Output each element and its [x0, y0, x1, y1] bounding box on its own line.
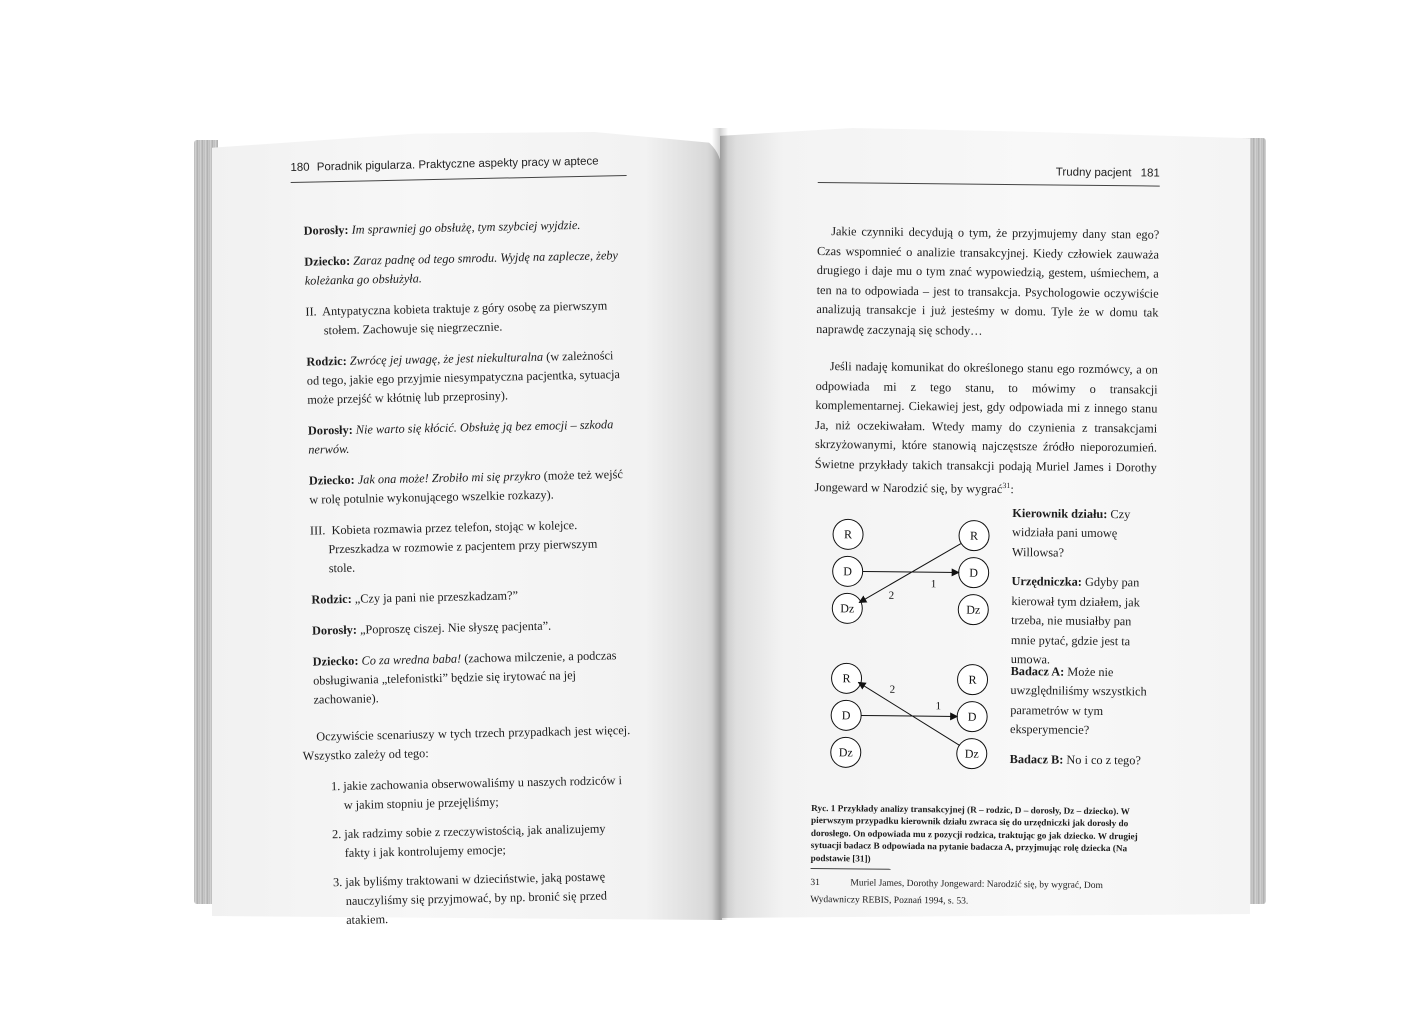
arrow-label: 1: [930, 577, 937, 590]
transaction-arrow: [858, 682, 961, 745]
speech: Im sprawniej go obsłużę, tym szybciej wyjdzie.: [351, 217, 581, 237]
speaker-label: Badacz B:: [1009, 751, 1064, 767]
transaction-diagram-2: [822, 656, 993, 778]
state-label: D: [843, 563, 853, 578]
running-title: Trudny pacjent: [1055, 166, 1132, 180]
speaker-label: Rodzic:: [306, 353, 347, 369]
speaker-label: Kierownik działu:: [1012, 505, 1108, 521]
scenario-number: III.: [309, 523, 326, 538]
list-item: 2. jak radzimy sobie z rzeczywistością, jak analizujemy fakty i jak kontrolujemy emocje;: [344, 819, 633, 863]
page-number: 180: [290, 161, 310, 174]
footnote-number: 31: [810, 878, 820, 889]
transaction-arrow: [859, 542, 961, 603]
state-label: Dz: [838, 744, 853, 759]
speech: Może nie uwzględniliśmy wszystkich parametrów w tym eksperymencie?: [1009, 664, 1147, 737]
spine-shadow: [712, 128, 728, 920]
state-label: Dz: [964, 746, 979, 761]
factor-list: [315, 771, 634, 931]
paragraph: [304, 246, 621, 291]
speaker-label: Dziecko:: [304, 253, 351, 269]
state-label: Dz: [840, 600, 855, 615]
speech: „Poproszę ciszej. Nie słyszę pacjenta”.: [359, 618, 552, 637]
speech: Zwrócę jej uwagę, że jest niekulturalna: [349, 349, 544, 368]
state-label: D: [841, 707, 851, 722]
state-label: Dz: [966, 602, 981, 617]
list-item: 3. jak byliśmy traktowani w dzieciństwie, jaką postawę nauczyliśmy się przyjmować, by np. bronić się przed atakiem.: [345, 867, 634, 930]
left-body-text: [304, 215, 635, 940]
conclusion-paragraph: Oczywiście scenariuszy w tych trzech przypadkach jest więcej. Wszystko zależy od tego:: [302, 723, 631, 763]
paragraph: [1010, 750, 1154, 771]
paragraph-text: Jeśli nadaję komunikat do określonego stanu ego rozmówcy, a on odpowiada mi z tego stanu, to mówimy o transakcji komplementarnej. Ciekawiej jest, gdy odpowiada mi z innego stanu Ja, niż oczekiwałam. Wtedy mamy do czynienia z transakcjami skrzyżowanymi, które stanowią najczęstsze źródło nieporozumień. Świetne przykłady takich transakcji podają Muriel James i Dorothy Jongeward w Narodzić się, by wygrać: [814, 359, 1158, 497]
state-label: R: [969, 528, 979, 543]
state-label: R: [842, 670, 851, 685]
speaker-label: Dziecko:: [312, 653, 359, 669]
speech: „Czy ja pani nie przeszkadzam?”: [354, 588, 519, 606]
dialogue-1: [1011, 504, 1157, 681]
paragraph: [1010, 662, 1155, 742]
state-label: R: [843, 526, 853, 541]
speaker-label: Dziecko:: [308, 472, 355, 488]
paragraph: Jakie czynniki decydują o tym, że przyjmujemy dany stan ego? Czas wspomnieć o analizie transakcyjnej. Kiedy człowiek zauważa drugiego i daje mu o tym znać wypowiedzią, gestem, uśmiechem, a ten na to odpowiada – jest to transakcja. Psychologowie oczywiście analizują transakcje i już jesteśmy w domu. Tyle że w domu tak naprawdę zaczynają się schody…: [816, 224, 1160, 338]
speaker-label: Urzędniczka:: [1011, 574, 1083, 589]
scenario-heading: [305, 296, 622, 341]
paragraph: [1012, 504, 1157, 564]
speaker-label: Rodzic:: [311, 591, 352, 607]
figure: [811, 502, 1156, 796]
paragraph: [306, 346, 623, 410]
speech: Nie warto się kłócić. Obsłużę ją bez emocji – szkoda nerwów.: [308, 417, 614, 457]
comment: (zachowa milczenie, a podczas obsługiwania „telefonistki” będzie się irytować na jej zachowanie).: [312, 648, 617, 707]
speech: Co za wredna baba!: [361, 651, 462, 668]
footnote-text: Muriel James, Dorothy Jongeward: Narodzić się, by wygrać, Dom Wydawniczy REBIS, Poznań 1994, s. 53.: [810, 878, 1103, 907]
paragraph: [313, 646, 630, 710]
running-header-right: [1056, 166, 1160, 179]
comment: (może też wejść w rolę potulnie wykonującego wszelkie rozkazy).: [309, 467, 623, 507]
speaker-label: Dorosły:: [307, 422, 353, 438]
footnote-rule: [811, 868, 891, 870]
transaction-diagram-1: [823, 512, 994, 634]
footnote-ref: 31: [1002, 480, 1011, 491]
footnote: [810, 875, 1140, 912]
paragraph: [308, 415, 625, 460]
speech: Zaraz padnę od tego smrodu. Wyjdę na zaplecze, żeby koleżanka go obsłużyła.: [304, 248, 619, 288]
speech: Jak ona może! Zrobiło mi się przykro: [357, 468, 541, 487]
running-title: Poradnik pigularza. Praktyczne aspekty pracy w aptece: [316, 155, 599, 174]
paragraph: [311, 584, 627, 610]
scenario-heading: [310, 515, 627, 579]
comment: (w zależności od tego, jakie ego przyjmie niesympatyczna pacjentka, sytuacja może przejść w kłótnię lub przeprosiny).: [306, 348, 621, 407]
speech: No i co z tego?: [1066, 752, 1141, 768]
page-number: 181: [1140, 167, 1160, 180]
speech: Gdyby pan kierował tym działem, jak trzeba, nie musiałby pan mnie pytać, gdzie jest ta umowa.: [1010, 574, 1140, 667]
paragraph: [312, 615, 628, 641]
dialogue-2: [1010, 662, 1155, 781]
speaker-label: Badacz A:: [1010, 663, 1065, 679]
scenario-number: II.: [305, 304, 317, 319]
arrow-label: 2: [888, 589, 895, 602]
paragraph: [309, 465, 626, 510]
speaker-label: Dorosły:: [311, 622, 358, 638]
list-item: 1. jakie zachowania obserwowaliśmy u naszych rodziców i w jakim stopniu je przejęliśmy;: [343, 771, 632, 815]
state-label: D: [967, 709, 977, 724]
speech: Czy widziała pani umowę Willowsa?: [1011, 506, 1131, 560]
arrow-label: 2: [889, 683, 896, 696]
transaction-arrow: [861, 715, 957, 716]
scenario-text: Antypatyczna kobieta traktuje z góry osobę za pierwszym stołem. Zachowuje się niegrzecznie.: [321, 298, 608, 338]
paragraph: [1011, 572, 1156, 671]
figure-caption: Ryc. 1 Przykłady analizy transakcyjnej (R – rodzic, D – dorosły, Dz – dziecko). W pierwszym przypadku kierownik działu zwraca się do urzędniczki jak dorosły do dorosłego. On odpowiada mu z pozycji rodzica, traktując go jak dziecko. W drugiej sytuacji badacz B odpowiada na pytanie badacza A, przyjmując rolę dziecka (Na podstawie [31]): [810, 802, 1138, 864]
punctuation: :: [1010, 482, 1014, 497]
speaker-label: Dorosły:: [303, 222, 349, 238]
right-body-text: [810, 222, 1159, 913]
paragraph: [814, 357, 1157, 501]
state-label: R: [968, 672, 977, 687]
arrow-label: 1: [935, 699, 942, 712]
state-label: D: [969, 565, 979, 580]
scenario-text: Kobieta rozmawia przez telefon, stojąc w kolejce. Przeszkadza w rozmowie z pacjentem przy pierwszym stole.: [328, 518, 598, 576]
